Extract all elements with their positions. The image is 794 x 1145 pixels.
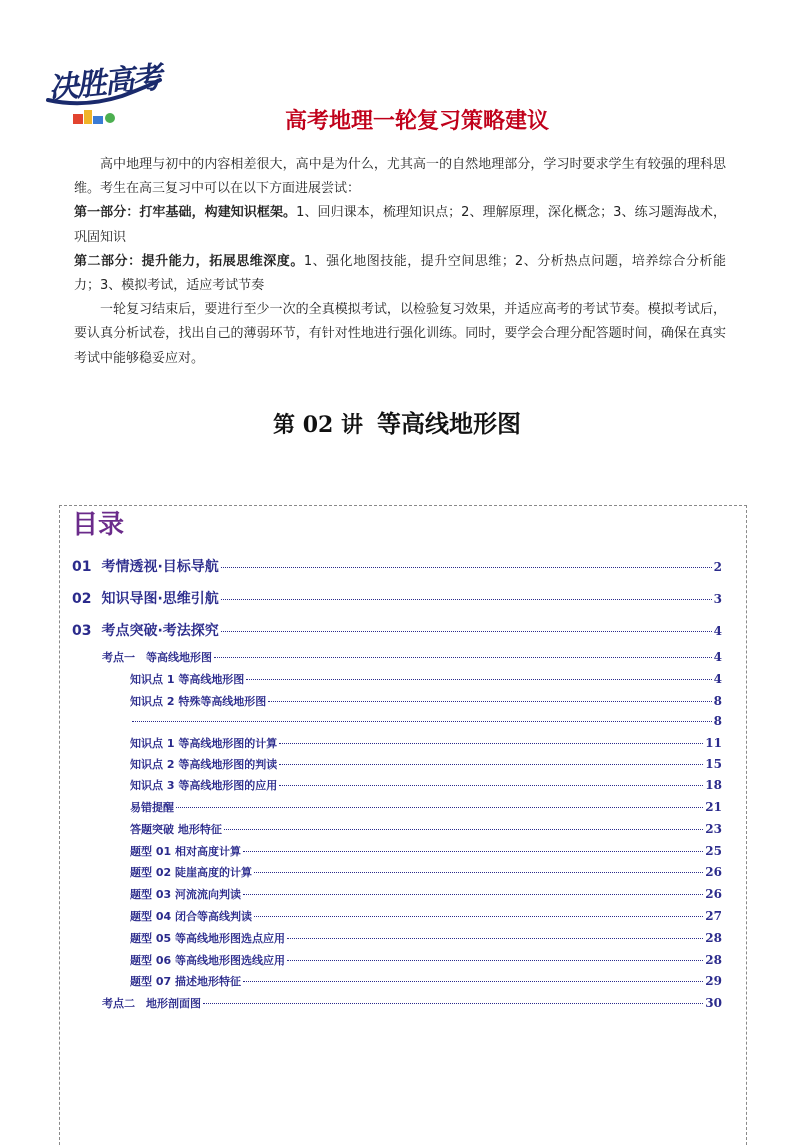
toc-leader-dots: [203, 1003, 703, 1004]
toc-entry-page: 11: [705, 736, 722, 750]
toc-entry-text: 知识导图·思维引航: [101, 591, 219, 607]
toc-heading: 目录: [72, 510, 125, 540]
toc-leader-dots: [243, 981, 703, 982]
toc-entry-page: 27: [705, 909, 722, 923]
toc-entry-page: 8: [713, 694, 722, 708]
toc-entry-label: [72, 588, 219, 608]
toc-leader-dots: [254, 916, 703, 917]
toc-entry[interactable]: [130, 908, 722, 924]
toc-entry[interactable]: [130, 930, 722, 946]
toc-entry-number: 03: [72, 623, 92, 639]
toc-leader-dots: [279, 764, 703, 765]
toc-entry[interactable]: [130, 821, 722, 837]
toc-entry-number: 01: [72, 559, 92, 575]
toc-entry[interactable]: [130, 693, 722, 709]
toc-entry[interactable]: [102, 649, 722, 665]
toc-leader-dots: [221, 567, 712, 568]
toc-entry-page: 21: [705, 800, 722, 814]
lecture-title: [0, 404, 794, 439]
toc-entry-label: 题型 03 河流流向判读: [130, 888, 241, 901]
intro-text: [74, 153, 726, 371]
part-two-heading: 第二部分：提升能力，拓展思维深度。: [74, 253, 304, 269]
toc-leader-dots: [268, 701, 711, 702]
toc-entry[interactable]: [130, 756, 722, 772]
toc-leader-dots: [279, 743, 703, 744]
intro-conclusion: 一轮复习结束后，要进行至少一次的全真模拟考试，以检验复习效果，并适应高考的考试节奏。模拟考试后，要认真分析试卷，找出自己的薄弱环节，有针对性地进行强化训练。同时，要学会合理分配答题时间，确保在真实考试中能够稳妥应对。: [74, 302, 726, 366]
page-title: 高考地理一轮复习策略建议: [284, 109, 549, 134]
toc-entry-label: 题型 02 陡崖高度的计算: [130, 866, 252, 879]
toc-entry-label: 知识点 3 等高线地形图的应用: [130, 779, 278, 792]
toc-entry[interactable]: [130, 799, 722, 815]
toc-entry-page: 4: [713, 624, 722, 638]
toc-entry-02[interactable]: [72, 588, 722, 608]
toc-entry-page: 3: [713, 592, 722, 606]
lecture-name: 等高线地形图: [376, 410, 521, 438]
toc-entry[interactable]: [130, 671, 722, 687]
toc-entry-page: 15: [705, 757, 722, 771]
toc-entry[interactable]: [130, 777, 722, 793]
toc-entry[interactable]: [130, 973, 722, 989]
toc-entry-label: 考点一 等高线地形图: [102, 651, 212, 664]
toc-entry-page: 29: [705, 974, 722, 988]
toc-leader-dots: [287, 938, 703, 939]
toc-leader-dots: [221, 631, 712, 632]
toc-entry-label: 知识点 1 等高线地形图: [130, 673, 245, 686]
toc-entry-label: 题型 07 描述地形特征: [130, 975, 241, 988]
intro-part-two: [74, 250, 726, 298]
toc-entry-label: 知识点 1 等高线地形图的计算: [130, 737, 278, 750]
toc-entry-03[interactable]: [72, 620, 722, 640]
toc-entry[interactable]: [130, 843, 722, 859]
toc-entry[interactable]: [102, 995, 722, 1011]
part-two-body: 1、强化地图技能，提升空间思维；2、分析热点问题，培养综合分析能力；3、模拟考试，适应考试节奏: [74, 253, 726, 294]
logo-text: 决胜高考: [46, 60, 162, 107]
toc-leader-dots: [221, 599, 712, 600]
toc-entry[interactable]: [130, 714, 722, 728]
toc-entry-page: 2: [713, 560, 722, 574]
toc-leader-dots: [279, 785, 703, 786]
part-one-heading: 第一部分：打牢基础，构建知识框架。: [74, 205, 297, 221]
toc-entry-label: 题型 01 相对高度计算: [130, 845, 241, 858]
toc-entry-label: [72, 620, 219, 640]
toc-entry-page: 30: [705, 996, 722, 1010]
toc-leader-dots: [176, 807, 703, 808]
toc-entry-page: 4: [713, 672, 722, 686]
toc-entry-page: 25: [705, 844, 722, 858]
lecture-number: 第 02 讲: [273, 412, 363, 438]
toc-leader-dots: [132, 721, 712, 722]
toc-entry[interactable]: [130, 864, 722, 880]
toc-entry-page: 26: [705, 887, 722, 901]
toc-entry-label: 题型 06 等高线地形图选线应用: [130, 954, 285, 967]
toc-entry-page: 26: [705, 865, 722, 879]
toc-leader-dots: [254, 872, 703, 873]
toc-entry-page: 28: [705, 931, 722, 945]
toc-entry-page: 23: [705, 822, 722, 836]
toc-entry-label: 易错提醒: [130, 801, 174, 814]
toc-entry-page: 4: [713, 650, 722, 664]
toc-leader-dots: [214, 657, 712, 658]
toc-entry-label: 题型 05 等高线地形图选点应用: [130, 932, 285, 945]
toc-entry-label: [72, 556, 219, 576]
toc-entry-page: 8: [713, 714, 722, 728]
toc-entry-01[interactable]: [72, 556, 722, 576]
toc-entry[interactable]: [130, 886, 722, 902]
toc-entry-page: 18: [705, 778, 722, 792]
toc-entry-label: 考点二 地形剖面图: [102, 997, 201, 1010]
toc-entry-page: 28: [705, 953, 722, 967]
toc-entry-label: 知识点 2 特殊等高线地形图: [130, 695, 267, 708]
toc-entry-number: 02: [72, 591, 92, 607]
toc-entry[interactable]: [130, 952, 722, 968]
toc-entry-label: 知识点 2 等高线地形图的判读: [130, 758, 278, 771]
toc-leader-dots: [243, 851, 703, 852]
toc-leader-dots: [224, 829, 703, 830]
part-one-body: 1、回归课本，梳理知识点；2、理解原理，深化概念；3、练习题海战术，巩固知识: [74, 205, 726, 245]
toc-leader-dots: [246, 679, 711, 680]
toc-entry-label: 题型 04 闭合等高线判读: [130, 910, 252, 923]
toc-leader-dots: [287, 960, 703, 961]
toc-entry-text: 考点突破·考法探究: [101, 623, 219, 639]
toc-entry-text: 考情透视·目标导航: [101, 559, 219, 575]
toc-leader-dots: [243, 894, 703, 895]
intro-part-one: [74, 201, 726, 249]
intro-paragraph: 高中地理与初中的内容相差很大，高中是为什么，尤其高一的自然地理部分，学习时要求学生有较强的理科思维。考生在高三复习中可以在以下方面进展尝试：: [74, 157, 726, 197]
toc-entry[interactable]: [130, 735, 722, 751]
toc-entry-label: 答题突破 地形特征: [130, 823, 222, 836]
